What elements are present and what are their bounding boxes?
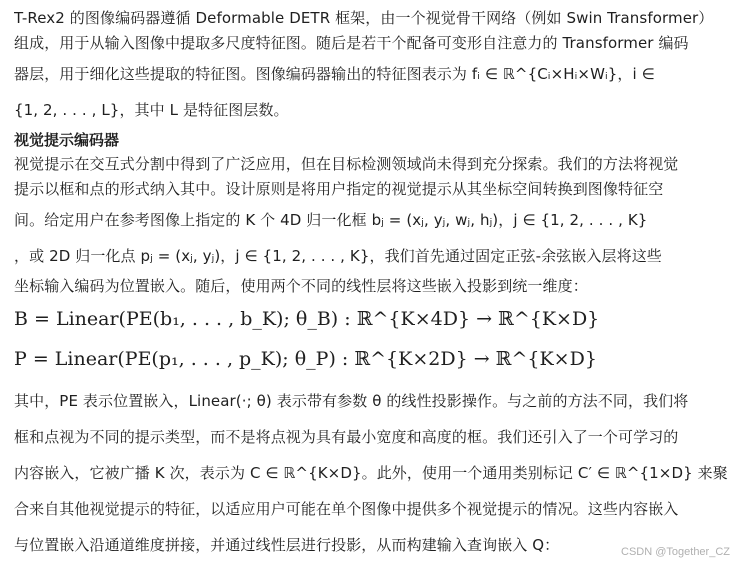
- paragraph-content-embedding: [14, 383, 732, 563]
- paragraph-visual-prompt: [14, 152, 732, 299]
- watermark: CSDN @Together_CZ: [621, 546, 730, 558]
- text-line: {1, 2, . . . , L}，其中 L 是特征图层数。: [14, 101, 289, 119]
- text-line: 坐标输入编码为位置嵌入。随后，使用两个不同的线性层将这些嵌入投影到统一维度：: [14, 277, 588, 295]
- text-line: 组成，用于从输入图像中提取多尺度特征图。随后是若干个配备可变形自注意力的 Transformer 编码: [14, 34, 689, 52]
- text-line: 内容嵌入，它被广播 K 次，表示为 C ∈ ℝ^{K×D}。此外，使用一个通用类别标记 C′ ∈ ℝ^{1×D} 来聚: [14, 464, 728, 482]
- text-line: 其中，PE 表示位置嵌入，Linear(·; θ) 表示带有参数 θ 的线性投影操作。与之前的方法不同，我们将: [14, 392, 689, 410]
- text-line: 间。给定用户在参考图像上指定的 K 个 4D 归一化框 bⱼ = (xⱼ, yⱼ, wⱼ, hⱼ)，j ∈ {1, 2, . . . , K}: [14, 211, 648, 229]
- text-line: 器层，用于细化这些提取的特征图。图像编码器输出的特征图表示为 fᵢ ∈ ℝ^{Cᵢ×Hᵢ×Wᵢ}，i ∈: [14, 65, 655, 83]
- equation-box-embedding: B = Linear(PE(b₁, . . . , b_K); θ_B) : ℝ^{K×4D} → ℝ^{K×D}: [14, 308, 600, 330]
- text-line: T-Rex2 的图像编码器遵循 Deformable DETR 框架，由一个视觉骨干网络（例如 Swin Transformer）: [14, 9, 714, 27]
- text-line: 视觉提示在交互式分割中得到了广泛应用，但在目标检测领域尚未得到充分探索。我们的方法将视觉: [14, 155, 679, 173]
- text-line: ，或 2D 归一化点 pⱼ = (xⱼ, yⱼ)，j ∈ {1, 2, . . . , K}，我们首先通过固定正弦-余弦嵌入层将这些: [14, 247, 662, 265]
- equation-block: [14, 299, 732, 379]
- text-line: 提示以框和点的形式纳入其中。设计原则是将用户指定的视觉提示从其坐标空间转换到图像特征空: [14, 180, 664, 198]
- section-heading: 视觉提示编码器: [14, 131, 120, 149]
- text-line: 框和点视为不同的提示类型，而不是将点视为具有最小宽度和高度的框。我们还引入了一个可学习的: [14, 428, 679, 446]
- text-line: 合来自其他视觉提示的特征，以适应用户可能在单个图像中提供多个视觉提示的情况。这些内容嵌入: [14, 500, 679, 518]
- text-line: 与位置嵌入沿通道维度拼接，并通过线性层进行投影，从而构建输入查询嵌入 Q：: [14, 536, 560, 554]
- equation-point-embedding: P = Linear(PE(p₁, . . . , p_K); θ_P) : ℝ^{K×2D} → ℝ^{K×D}: [14, 348, 597, 370]
- paragraph-image-encoder: [14, 6, 732, 128]
